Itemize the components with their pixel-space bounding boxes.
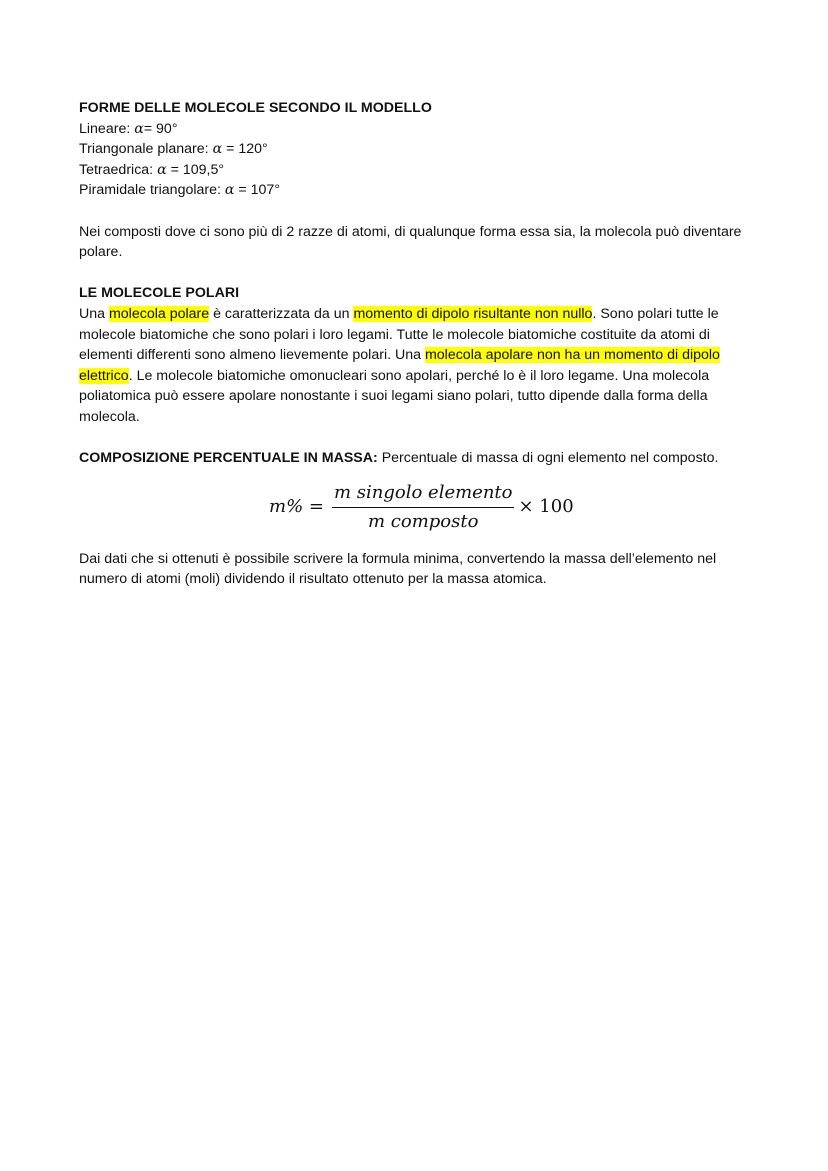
highlight-molecola-apolare: molecola apolare non ha un momento di dipolo elettrico bbox=[79, 347, 720, 384]
forme-item-tetraedrica bbox=[79, 160, 759, 181]
forme-item-triangonale bbox=[79, 139, 759, 160]
alpha-symbol: α bbox=[224, 182, 235, 199]
polari-text: . Le molecole biatomiche omonucleari sono apolari, perché lo è il loro legame. Una molecola poliatomica può essere apolare nonostante i suoi legami siano polari, tutto dipende dalla forma della molecola. bbox=[79, 367, 710, 425]
formula-fraction bbox=[332, 481, 515, 534]
forme-item-label: Piramidale triangolare: bbox=[79, 182, 225, 199]
forme-item-label: Lineare: bbox=[79, 120, 135, 137]
highlight-momento-dipolo: momento di dipolo risultante non nullo bbox=[353, 305, 593, 322]
polari-text: è caratterizzata da un bbox=[209, 305, 354, 322]
spacer bbox=[79, 201, 759, 222]
alpha-symbol: α bbox=[134, 120, 144, 137]
composizione-line bbox=[79, 448, 759, 469]
polari-text: . Sono polari tutte le molecole biatomiche che sono polari i loro legami. Tutte le molecole biatomiche costituite da atomi di elementi differenti sono almeno lievemente polari. Una bbox=[79, 305, 719, 364]
forme-item-lineare bbox=[79, 119, 759, 140]
mass-percent-formula bbox=[79, 477, 759, 539]
formula-lhs: m% = bbox=[269, 496, 324, 518]
composizione-title: COMPOSIZIONE PERCENTUALE IN MASSA: bbox=[79, 450, 378, 467]
composizione-note: Dai dati che si ottenuti è possibile scrivere la formula minima, convertendo la massa dell’elemento nel numero di atomi (moli) dividendo il risultato ottenuto per la massa atomica. bbox=[79, 550, 717, 588]
highlight-molecola-polare: molecola polare bbox=[108, 305, 210, 322]
polari-text: Una bbox=[79, 305, 109, 322]
forme-item-label: Triangonale planare: bbox=[79, 141, 213, 158]
alpha-symbol: α bbox=[212, 141, 223, 158]
polari-paragraph bbox=[79, 304, 759, 428]
composizione-desc: Percentuale di massa di ogni elemento nel composto. bbox=[377, 450, 719, 467]
forme-note: Nei composti dove ci sono più di 2 razze di atomi, di qualunque forma essa sia, la molecola può diventare polare. bbox=[79, 223, 742, 261]
forme-title: FORME DELLE MOLECOLE SECONDO IL MODELLO bbox=[79, 100, 432, 116]
spacer bbox=[79, 263, 759, 284]
spacer bbox=[79, 428, 759, 449]
polari-title: LE MOLECOLE POLARI bbox=[79, 285, 240, 302]
document-page bbox=[79, 98, 759, 590]
forme-item-value: = 109,5° bbox=[166, 161, 225, 178]
formula-body bbox=[269, 477, 574, 539]
formula-rhs: × 100 bbox=[518, 496, 574, 518]
forme-item-value: = 120° bbox=[222, 141, 268, 158]
formula-denominator: m composto bbox=[368, 511, 479, 533]
fraction-bar bbox=[332, 507, 515, 508]
forme-item-label: Tetraedrica: bbox=[79, 161, 158, 178]
forme-item-piramidale bbox=[79, 180, 759, 201]
formula-numerator: m singolo elemento bbox=[333, 482, 513, 504]
alpha-symbol: α bbox=[157, 161, 167, 178]
forme-item-value: = 107° bbox=[234, 182, 280, 199]
forme-item-value: = 90° bbox=[143, 120, 178, 137]
